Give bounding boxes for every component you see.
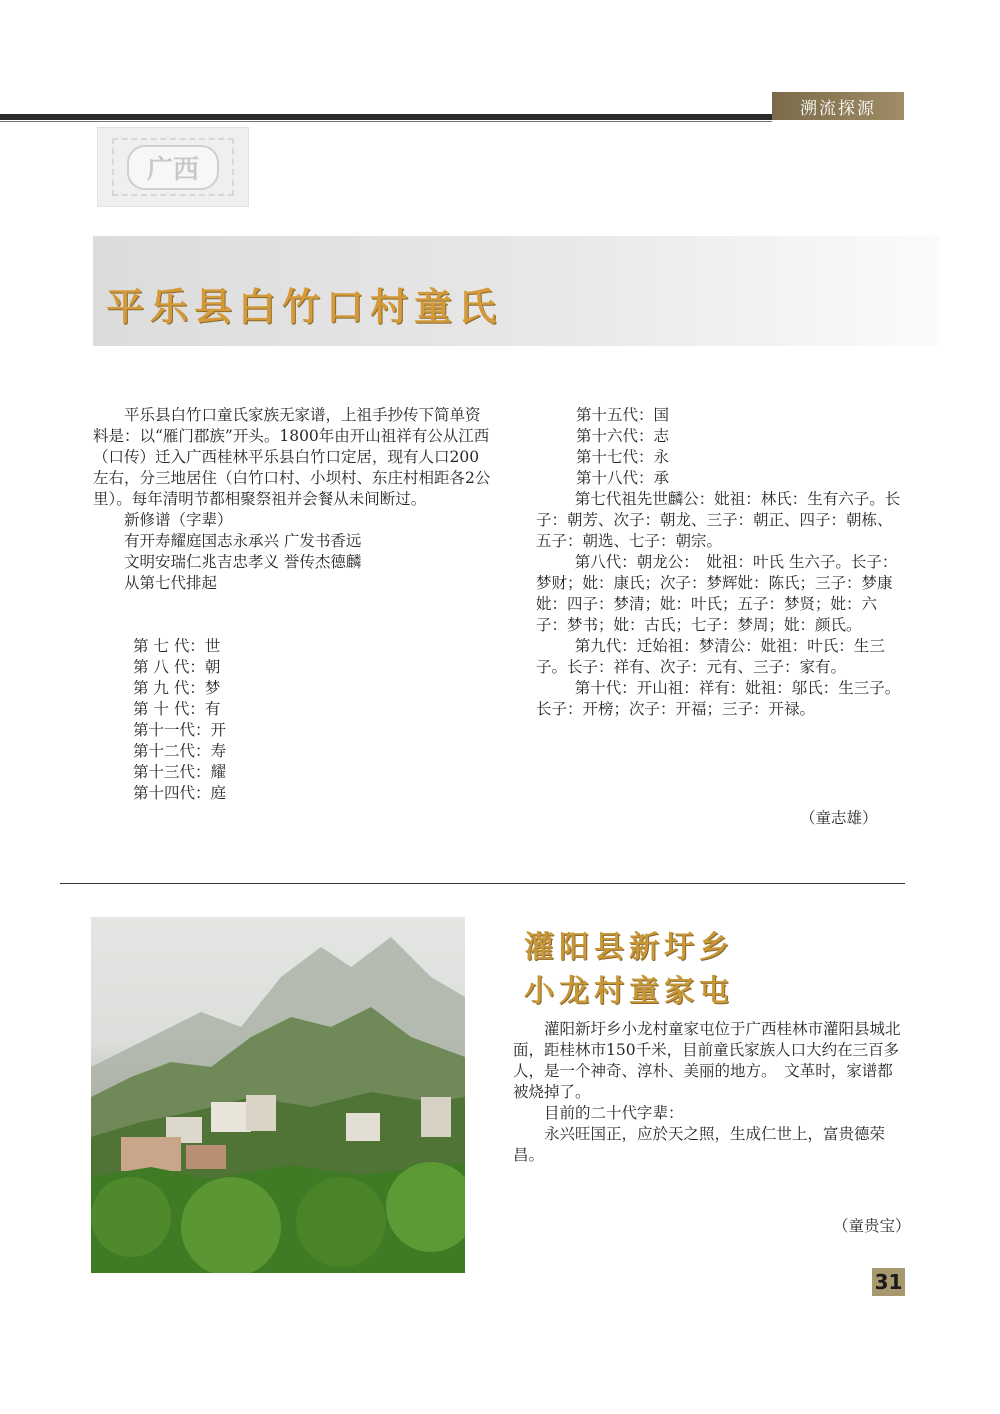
article1-left-column — [93, 405, 493, 804]
section-tag: 溯流探源 — [772, 92, 904, 120]
article2-title-line1: 灌阳县新圩乡 — [524, 930, 734, 965]
lineage-paragraph: 第八代：朝龙公： 妣祖：叶氏 生六子。长子：梦财；妣：康氏；次子：梦辉妣：陈氏；三子：梦康 妣：四子：梦清；妣：叶氏；五子：梦贤；妣：六子：梦书；妣：古氏；七子：梦周；妣：颜氏。 — [536, 553, 909, 634]
article2-body — [513, 1019, 905, 1166]
region-badge-frame — [112, 138, 234, 196]
article2-title-line2: 小龙村童家屯 — [524, 974, 734, 1009]
generation-item: 第十一代：开 — [133, 721, 227, 739]
village-photo-illustration — [91, 917, 465, 1273]
generation-item: 第 九 代：梦 — [133, 679, 221, 697]
generation-item: 第十八代：承 — [576, 469, 670, 487]
header-rule-thin — [0, 121, 772, 122]
generation-item: 第 十 代：有 — [133, 700, 221, 718]
header-rule — [0, 114, 772, 120]
page-number: 31 — [872, 1268, 905, 1296]
lineage-paragraph: 第九代：迁始祖：梦清公：妣祖：叶氏：生三子。长子：祥有、次子：元有、三子：家有。 — [536, 637, 885, 676]
generation-list-left — [93, 636, 493, 804]
region-badge — [97, 127, 249, 207]
article1-right-column — [536, 405, 909, 720]
generation-item: 第十二代：寿 — [133, 742, 227, 760]
generation-item: 第 八 代：朝 — [133, 658, 221, 676]
lineage-paragraph: 第七代祖先世麟公：妣祖：林氏：生有六子。长子：朝芳、次子：朝龙、三子：朝正、四子：朝栋、五子：朝选、七子：朝宗。 — [536, 490, 901, 550]
lineage-paragraph: 第十代：开山祖：祥有：妣祖：邬氏：生三子。长子：开榜；次子：开福；三子：开禄。 — [536, 679, 901, 718]
new-genealogy-label: 新修谱（字辈） — [124, 511, 233, 529]
region-badge-label: 广西 — [127, 145, 219, 190]
article1-title: 平乐县白竹口村童氏 — [106, 285, 503, 329]
section-divider — [60, 883, 905, 884]
generation-item: 第十五代：国 — [576, 406, 670, 424]
verse-line-2: 文明安瑞仁兆吉忠孝义 誉传杰德麟 — [124, 553, 362, 571]
article2-paragraph: 永兴旺国正，应於天之照，生成仁世上，富贵德荣昌。 — [513, 1125, 886, 1164]
verse-line-1: 有开寿耀庭国志永承兴 广发书香远 — [124, 532, 362, 550]
generation-item: 第十七代：永 — [576, 448, 670, 466]
article2-author: （童贵宝） — [833, 1217, 911, 1235]
village-photo — [91, 917, 465, 1273]
generation-item: 第十四代：庭 — [133, 784, 227, 802]
article1-author: （童志雄） — [800, 809, 878, 827]
generation-item: 第 七 代：世 — [133, 637, 221, 655]
generation-list-right — [536, 405, 904, 489]
generation-item: 第十六代：志 — [576, 427, 670, 445]
article2-paragraph: 目前的二十代字辈： — [544, 1104, 684, 1122]
article2-paragraph: 灌阳新圩乡小龙村童家屯位于广西桂林市灌阳县城北面，距桂林市150千米，目前童氏家族人口大约在三百多人，是一个神奇、淳朴、美丽的地方。 文革时，家谱都被烧掉了。 — [513, 1020, 901, 1101]
verse-note: 从第七代排起 — [124, 574, 218, 592]
generation-item: 第十三代：耀 — [133, 763, 227, 781]
article1-intro: 平乐县白竹口童氏家族无家谱，上祖手抄传下简单资料是：以“雁门郡族”开头。1800年由开山祖祥有公从江西（口传）迁入广西桂林平乐县白竹口定居，现有人口200左右，分三地居住（白竹口村、小坝村、东庄村相距各2公里）。每年清明节都相聚祭祖并会餐从未间断过。 — [93, 406, 491, 508]
